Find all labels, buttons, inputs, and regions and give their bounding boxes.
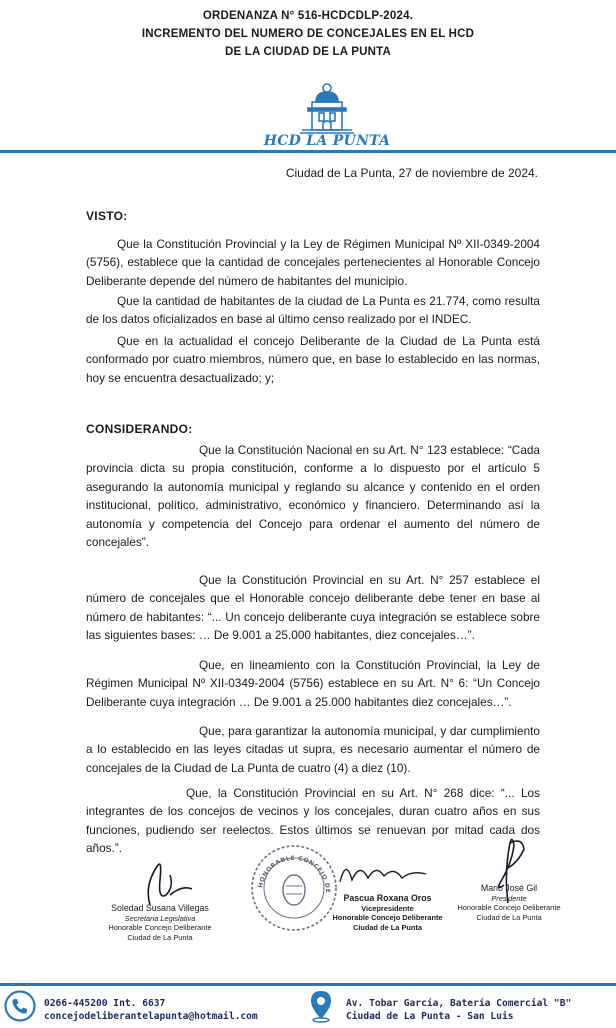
signatory-name: Pascua Roxana Oros	[343, 893, 432, 903]
considerando-paragraph: Que, en lineamiento con la Constitución Provincial, la Ley de Régimen Municipal Nº XII-0349-2004 (5756) establece en su Art. N° 6: “Un Concejo Deliberante cuya integración … De 9.001 a 25.000 habitantes diez concejales…”.	[86, 658, 540, 709]
considerando-paragraph: Que, la Constitución Provincial en su Art. N° 268 dice: “... Los integrantes de los concejos de vecinos y los concejales, duran cuatro años en sus funciones, pudiendo ser reelectos. Estos últimos se renuevan por mitad cada dos años.”.	[86, 786, 540, 856]
visto-paragraph: Que en la actualidad el concejo Deliberante de la Ciudad de La Punta está conformado por cuatro miembros, número que, en base lo establecido en las normas, hoy se encuentra desactualizado; y;	[86, 334, 540, 385]
footer-address-line2: Ciudad de La Punta - San Luis	[346, 1011, 514, 1022]
signatory-city: Ciudad de La Punta	[476, 912, 542, 922]
footer-address	[346, 997, 571, 1023]
ordinance-subject-line2: DE LA CIUDAD DE LA PUNTA	[224, 46, 391, 58]
signature-scribble-left	[140, 855, 200, 910]
considerando-paragraph: Que la Constitución Nacional en su Art. N° 123 establece: “Cada provincia dicta su propia constitución, conforme a lo dispuesto por el artículo 5 asegurando la autonomía municipal y reglando su alcance y contenido en el orden institucional, político, administrativo, económico y financiero. Determinando así la autonomía y competencia del Concejo para ordenar el aumento del número de concejales”.	[86, 443, 540, 550]
considerando-paragraph: Que la Constitución Provincial en su Art. N° 257 establece el número de concejales que el Honorable concejo deliberante debe tener en base al número de habitantes: “... Un concejo deliberante cuya integración se establece sobre las siguientes bases: … De 9.001 a 25.000 habitantes, diez concejales…”.	[86, 573, 540, 643]
signatory-body: Honorable Concejo Deliberante	[108, 923, 212, 932]
visto-heading: VISTO:	[86, 209, 128, 223]
ordinance-number: ORDENANZA N° 516-HCDCDLP-2024.	[202, 10, 414, 22]
signatory-city: Ciudad de La Punta	[353, 922, 422, 932]
visto-paragraph: Que la cantidad de habitantes de la ciudad de La Punta es 21.774, como resulta de los datos oficializados en base al último censo realizado por el INDEC.	[86, 294, 540, 327]
signatory-role: Vicepresidente	[361, 903, 414, 913]
signature-secretary	[100, 904, 220, 942]
signatory-name: Mario José Gil	[480, 883, 538, 893]
considerando-paragraph: Que, para garantizar la autonomía municipal, y dar cumplimiento a lo establecido en las leyes citadas ut supra, es necesario aumentar el número de concejales de la Ciudad de La Punta de cuatro (4) a diez (10).	[86, 724, 540, 775]
signatory-name: Soledad Susana Villegas	[111, 903, 209, 913]
signatory-role: Secretaria Legislativa	[124, 913, 196, 923]
signature-vicepresident	[325, 894, 450, 932]
hcd-logo-text: HCD LA PUNTA	[263, 133, 391, 149]
signature-scribble-center	[336, 852, 431, 892]
footer-divider	[0, 983, 616, 986]
visto-paragraph: Que la Constitución Provincial y la Ley de Régimen Municipal Nº XII-0349-2004 (5756), establece que la cantidad de concejales pertenecientes al Honorable Concejo Deliberante depende del número de habitantes del municipio.	[86, 237, 540, 288]
considerando-heading: CONSIDERANDO:	[86, 422, 193, 436]
footer-email: concejodeliberantelapunta@hotmail.com	[44, 1011, 258, 1022]
location-pin-icon	[308, 989, 334, 1023]
signatory-body: Honorable Concejo Deliberante	[332, 913, 443, 922]
seal-text: HONORABLE CONCEJO DE	[257, 854, 332, 894]
document-date: Ciudad de La Punta, 27 de noviembre de 2024.	[285, 166, 538, 180]
ordinance-subject-line1: INCREMENTO DEL NUMERO DE CONCEJALES EN EL HCD	[141, 28, 475, 40]
signatory-role: Presidente	[491, 893, 527, 903]
signatory-city: Ciudad de La Punta	[127, 932, 193, 942]
footer-contact	[44, 997, 258, 1023]
header-divider	[0, 150, 616, 153]
building-icon	[262, 82, 392, 137]
signature-president	[454, 884, 564, 922]
footer-phone: 0266-445200 Int. 6637	[44, 998, 166, 1009]
footer-address-line1: Av. Tobar García, Batería Comercial "B"	[346, 998, 572, 1009]
signatory-body: Honorable Concejo Deliberante	[457, 903, 561, 912]
phone-icon	[4, 990, 36, 1022]
